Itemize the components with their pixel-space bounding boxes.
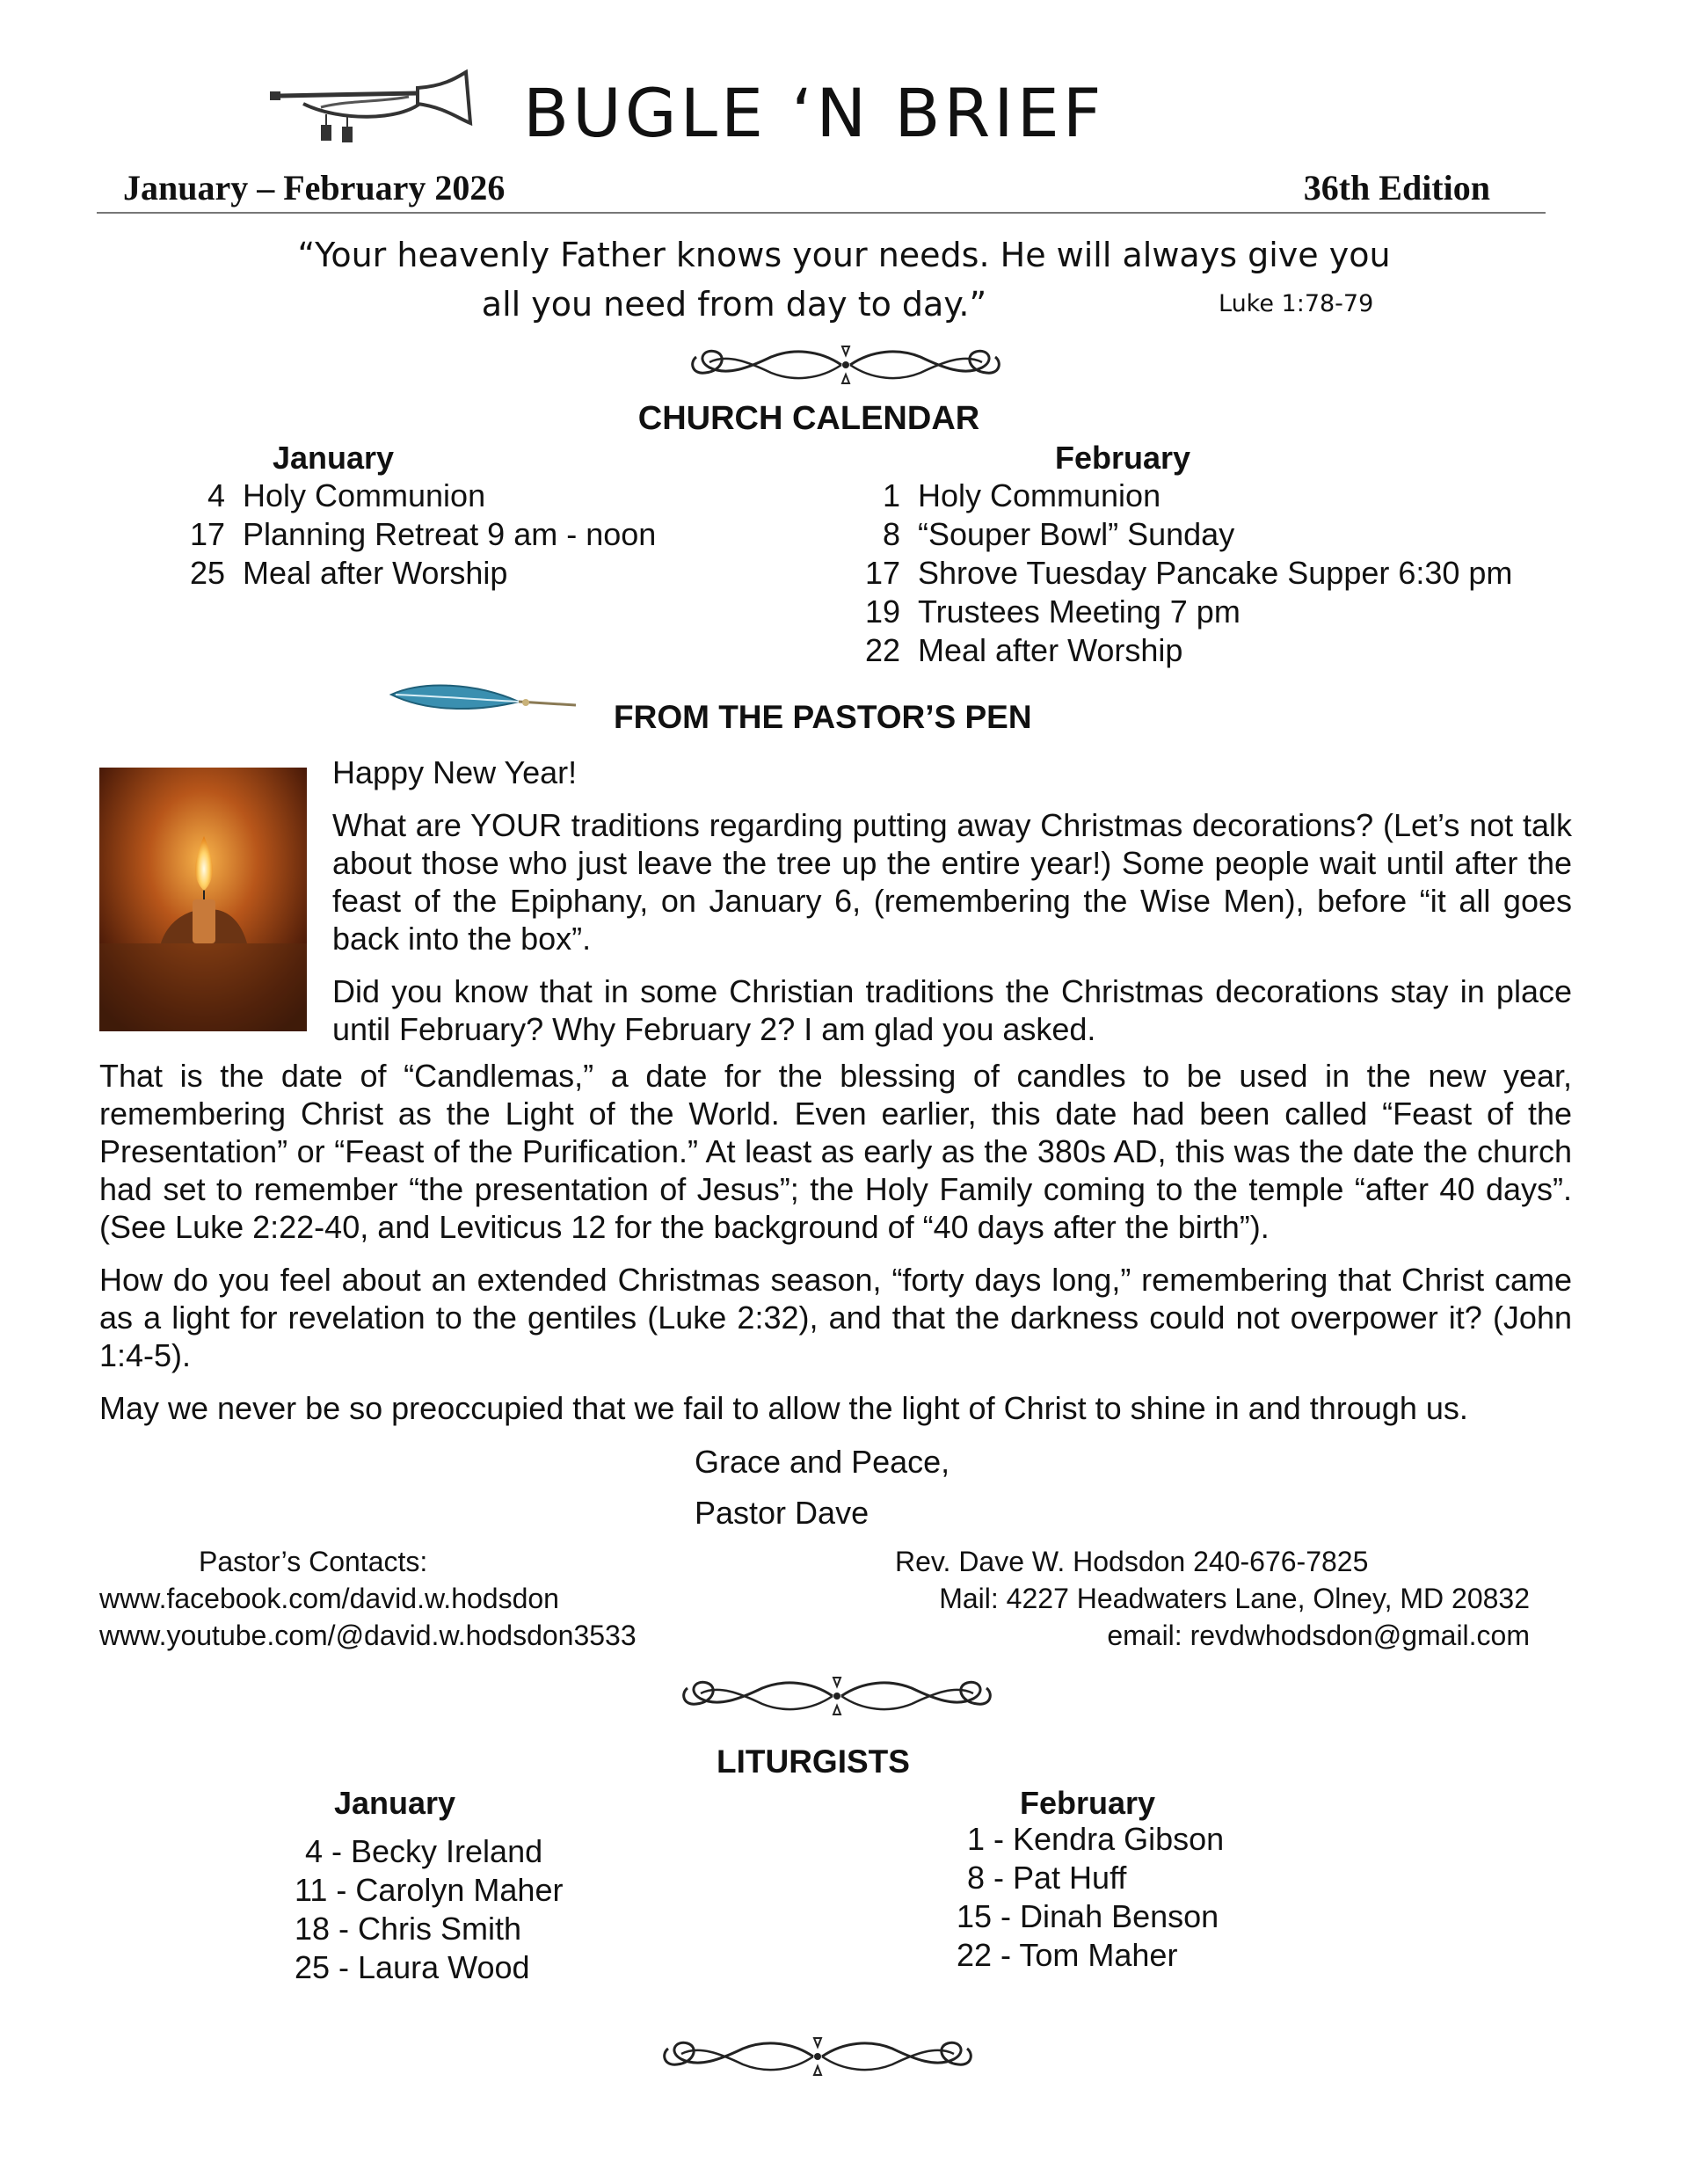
flourish-divider-icon [688, 341, 1004, 389]
letter-paragraph: What are YOUR traditions regarding putting away Christmas decorations? (Let’s not talk about those who just leave the tree up the entire year!) Some people wait until after the feast of the Epiphany, on January 6, (remembering the Wise Men), before “it all goes back into the box”. [332, 807, 1572, 957]
youtube-link[interactable]: www.youtube.com/@david.w.hodsdon3533 [99, 1620, 637, 1651]
calendar-event: 8 “Souper Bowl” Sunday [882, 516, 1235, 552]
liturgists-title: LITURGISTS [717, 1744, 910, 1780]
verse-line-1: “Your heavenly Father knows your needs. He will always give you [297, 236, 1391, 274]
liturgist-entry: 15 - Dinah Benson [957, 1898, 1219, 1934]
liturgist-entry: 11 - Carolyn Maher [295, 1872, 564, 1908]
calendar-event: 25 Meal after Worship [189, 555, 508, 591]
letter-paragraph: That is the date of “Candlemas,” a date for the blessing of candles to be used in the new year, remembering Christ as the Light of the World. Even earlier, this date had been called “Feast of the Presentation” or “Feast of the Purification.” At least as early as the 380s AD, this was the date the church had set to remember “the presentation of Jesus”; the Holy Family coming to the temple “after 40 days”. (See Luke 2:22-40, and Leviticus 12 for the background of “40 days after the birth”). [99, 1058, 1572, 1245]
calendar-event: 17 Planning Retreat 9 am - noon [189, 516, 657, 552]
issue-line [123, 167, 1490, 208]
liturgists-january-list [295, 1832, 563, 1987]
calendar-title: CHURCH CALENDAR [637, 400, 980, 437]
letter-paragraph: May we never be so preoccupied that we fail to allow the light of Christ to shine in and through us. [99, 1390, 1468, 1426]
liturgists-february-heading: February [1020, 1785, 1156, 1821]
letter-paragraph: How do you feel about an extended Christmas season, “forty days long,” remembering that Christ came as a light for revelation to the gentiles (Luke 2:32), and that the darkness could not overpower it? (John 1:4-5). [99, 1262, 1572, 1373]
candle-photo [99, 768, 307, 1031]
calendar-event: 22 Meal after Worship [864, 632, 1183, 668]
contacts-heading: Pastor’s Contacts: [199, 1546, 428, 1577]
verse-line-2: all you need from day to day.” [481, 285, 987, 324]
edition-number: 36th Edition [1303, 168, 1490, 207]
letter-closing: Grace and Peace, [695, 1444, 950, 1480]
flourish-divider-icon [659, 2033, 976, 2080]
liturgists-february-list [957, 1820, 1224, 1975]
calendar-event: 4 Holy Communion [207, 477, 486, 513]
liturgist-entry: 22 - Tom Maher [957, 1937, 1178, 1973]
pastor-name-phone: Rev. Dave W. Hodsdon 240-676-7825 [895, 1546, 1369, 1577]
pastor-letter-top [332, 753, 1572, 1063]
letter-paragraph: Did you know that in some Christian traditions the Christmas decorations stay in place until February? Why February 2? I am glad you asked. [332, 973, 1572, 1047]
issue-dates: January – February 2026 [123, 168, 506, 207]
calendar-event: 1 Holy Communion [882, 477, 1161, 513]
calendar-february-list [842, 477, 1512, 670]
liturgists-january-heading: January [334, 1785, 456, 1821]
calendar-event: 19 Trustees Meeting 7 pm [864, 593, 1241, 630]
calendar-february-heading: February [1055, 440, 1191, 476]
newsletter-title: BUGLE ‘N BRIEF [523, 74, 1105, 152]
liturgist-entry: 1 - Kendra Gibson [967, 1821, 1225, 1857]
letter-signature: Pastor Dave [695, 1495, 869, 1531]
feather-quill-icon [387, 675, 580, 728]
calendar-january-heading: January [273, 440, 395, 476]
liturgist-entry: 25 - Laura Wood [295, 1949, 530, 1985]
calendar-january-list [167, 477, 656, 593]
liturgist-entry: 8 - Pat Huff [967, 1860, 1127, 1896]
calendar-event: 17 Shrove Tuesday Pancake Supper 6:30 pm [864, 555, 1513, 591]
liturgist-entry: 4 - Becky Ireland [305, 1833, 543, 1869]
flourish-divider-icon [679, 1672, 995, 1720]
liturgist-entry: 18 - Chris Smith [295, 1911, 522, 1947]
facebook-link[interactable]: www.facebook.com/david.w.hodsdon [99, 1583, 559, 1614]
contacts-right [877, 1543, 1530, 1654]
pastor-letter-bottom [99, 1057, 1572, 1442]
bugle-icon [268, 69, 479, 148]
letter-greeting: Happy New Year! [332, 754, 578, 790]
email-address[interactable]: email: revdwhodsdon@gmail.com [1107, 1620, 1530, 1651]
contacts-left [99, 1543, 637, 1654]
mailing-address: Mail: 4227 Headwaters Lane, Olney, MD 20832 [939, 1583, 1530, 1614]
pastor-pen-title: FROM THE PASTOR’S PEN [614, 699, 1032, 735]
header-rule [97, 212, 1546, 214]
verse-reference: Luke 1:78-79 [1219, 290, 1374, 317]
